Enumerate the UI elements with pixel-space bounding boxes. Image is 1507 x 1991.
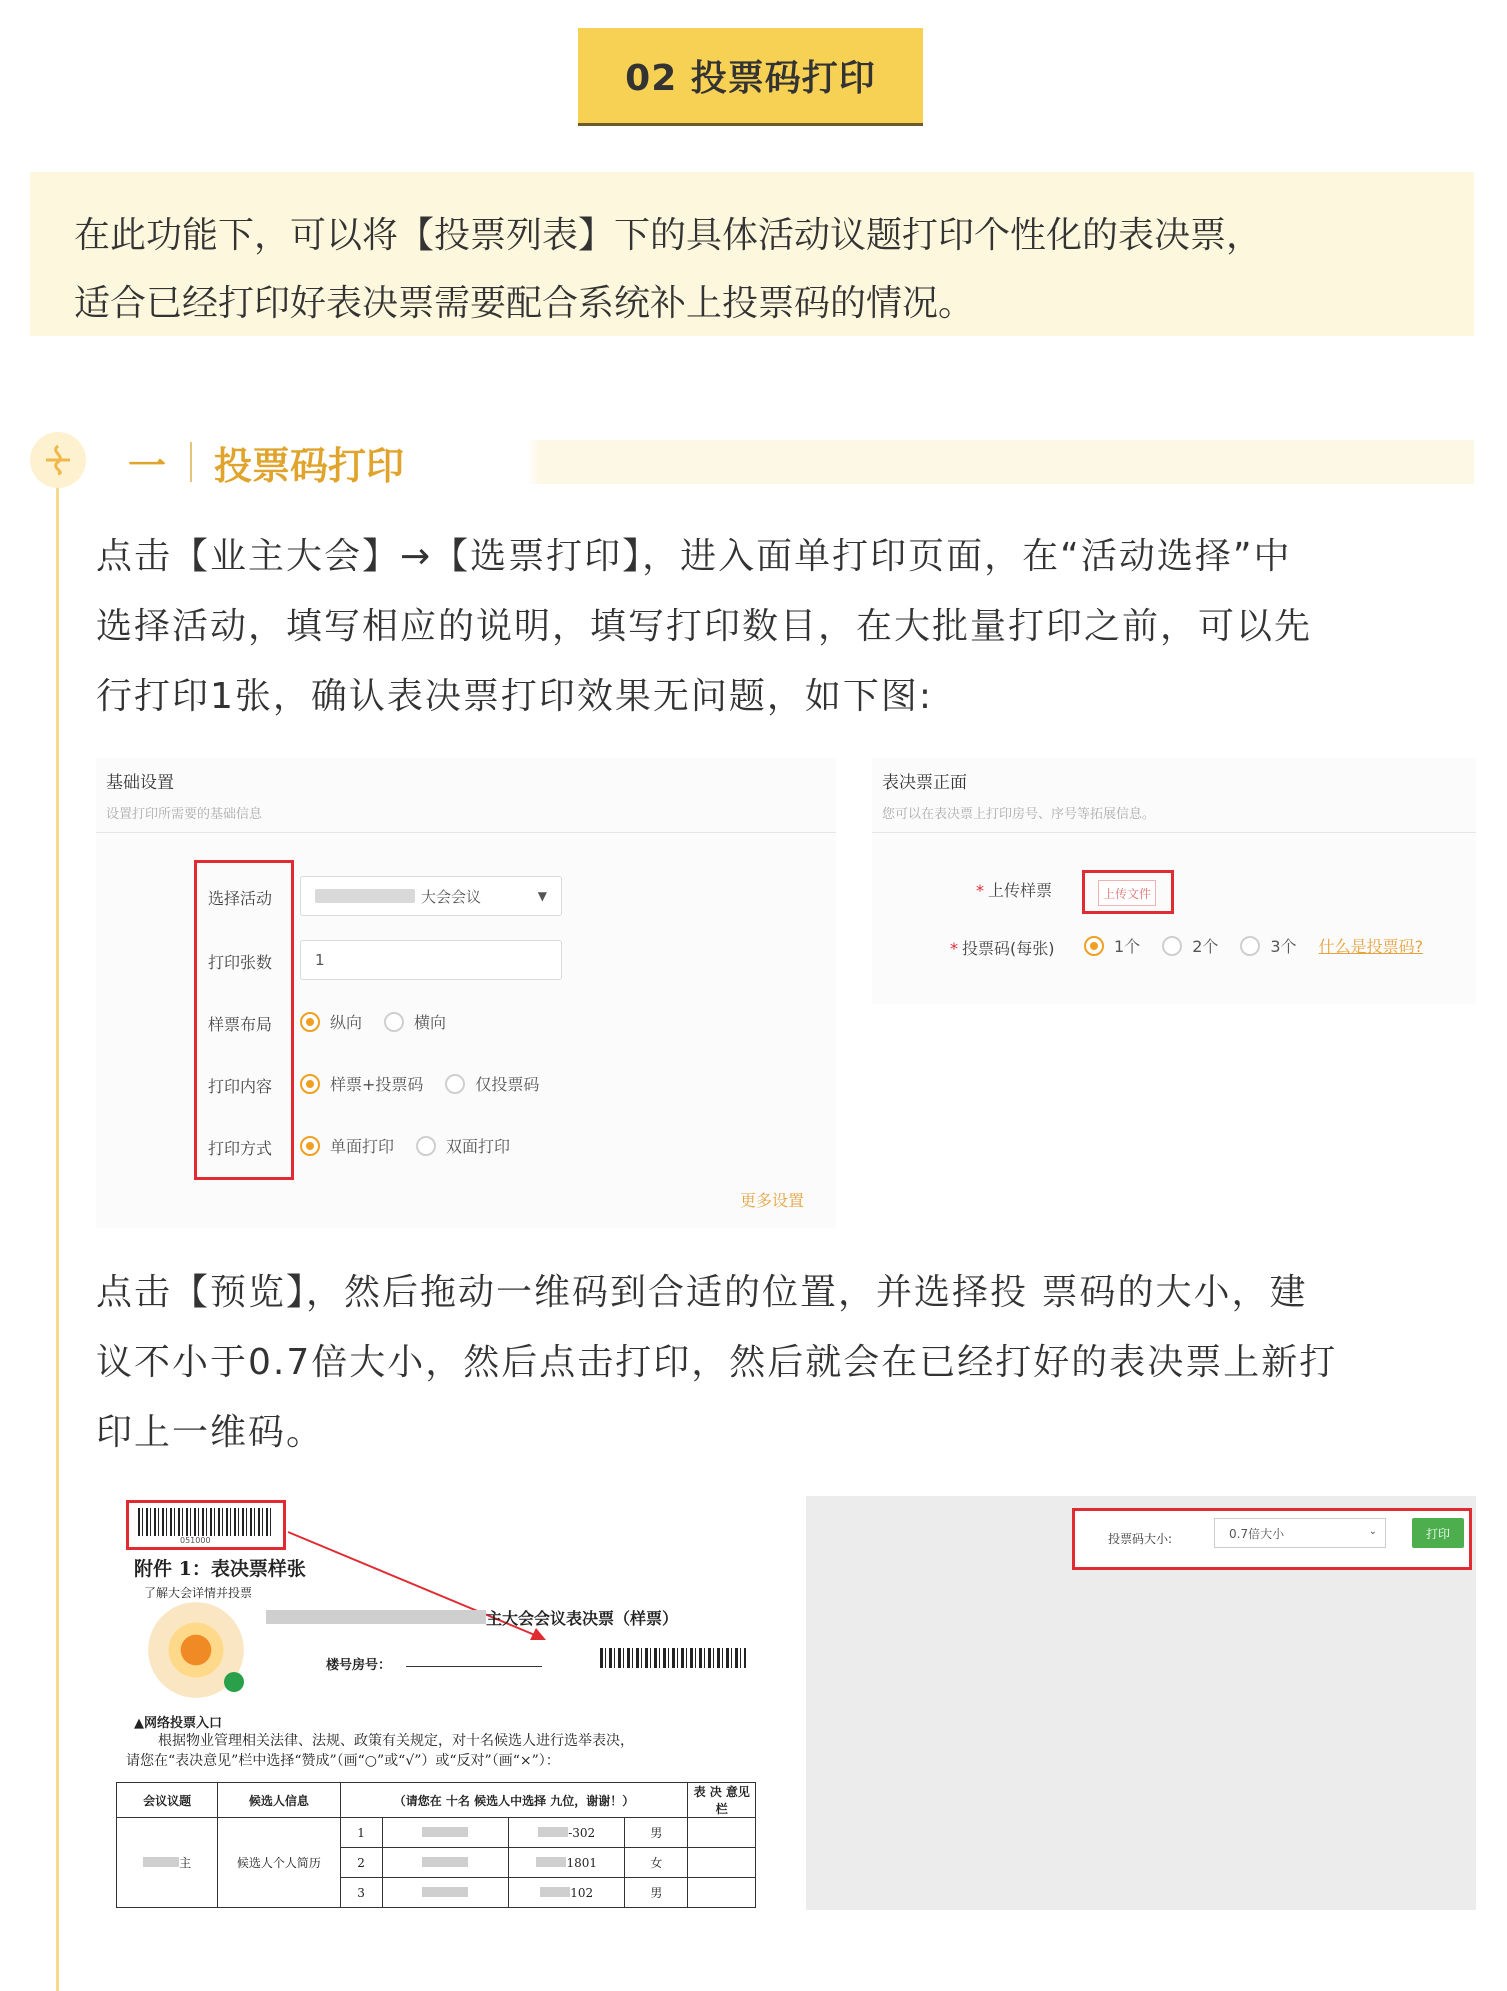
online-vote-entry: ▲网络投票入口 — [134, 1716, 222, 1731]
what-is-vote-code-link[interactable]: 什么是投票码? — [1318, 937, 1424, 956]
paragraph-line: 点击【预览】，然后拖动一维码到合适的位置，并选择投 票码的大小，建 — [96, 1272, 1308, 1313]
upload-file-button[interactable]: 上传文件 — [1098, 880, 1156, 906]
option-label: 样票+投票码 — [330, 1075, 424, 1094]
layout-radio-group — [300, 1010, 468, 1033]
row-number: 1 — [340, 1818, 382, 1848]
table-header: （请您在 十名 候选人中选择 九位，谢谢！） — [340, 1783, 688, 1818]
print-count-input[interactable]: 1 — [300, 940, 562, 980]
radio-unchecked-icon — [1240, 936, 1260, 956]
code-3-option[interactable] — [1240, 934, 1296, 957]
gender-cell: 女 — [625, 1848, 688, 1878]
section-divider — [190, 442, 192, 482]
option-label: 纵向 — [330, 1013, 363, 1032]
radio-unchecked-icon — [384, 1012, 404, 1032]
more-settings-link[interactable]: 更多设置 — [740, 1191, 805, 1210]
content-label: 打印内容 — [208, 1077, 273, 1096]
panel-subtitle: 您可以在表决票上打印房号、序号等拓展信息。 — [882, 807, 1156, 822]
basic-settings-panel — [96, 758, 836, 1228]
activity-select[interactable] — [300, 876, 562, 916]
vote-cell — [688, 1848, 756, 1878]
ballot-sample — [96, 1496, 806, 1910]
option-label: 仅投票码 — [475, 1075, 540, 1094]
redacted-cell — [382, 1818, 509, 1848]
chevron-down-icon: ⌄ — [1368, 1526, 1377, 1537]
code-size-value: 0.7倍大小 — [1229, 1526, 1285, 1541]
mode-label: 打印方式 — [208, 1139, 273, 1158]
panel-title: 基础设置 — [106, 773, 174, 793]
paragraph-2 — [96, 1258, 1476, 1468]
redacted-text — [315, 889, 415, 903]
paragraph-line: 印上一维码。 — [96, 1412, 325, 1453]
paragraph-1 — [96, 522, 1476, 732]
scan-note: 了解大会详情并投票 — [144, 1586, 253, 1600]
section-heading — [128, 436, 404, 488]
print-button[interactable]: 打印 — [1412, 1518, 1464, 1548]
code-1-option[interactable] — [1084, 934, 1140, 957]
room-cell: -302 — [509, 1818, 625, 1848]
gender-cell: 男 — [625, 1878, 688, 1908]
intro-box — [30, 172, 1474, 336]
panel-title: 表决票正面 — [882, 773, 967, 793]
code-2-option[interactable] — [1162, 934, 1218, 957]
layout-landscape-option[interactable] — [384, 1010, 446, 1033]
option-label: 3个 — [1270, 937, 1297, 956]
ballot-title: 主大会会议表决票（样票） — [266, 1606, 678, 1629]
attachment-title: 附件 1：表决票样张 — [134, 1558, 306, 1580]
barcode-number: 051000 — [180, 1536, 211, 1545]
rule-line: 请您在“表决意见”栏中选择“赞成”（画“○”或“√”）或“反对”（画“×”）： — [126, 1753, 560, 1769]
content-code-only-option[interactable] — [445, 1072, 539, 1095]
room-cell: 102 — [509, 1878, 625, 1908]
layout-portrait-option[interactable] — [300, 1010, 362, 1033]
intro-line: 适合已经打印好表决票需要配合系统补上投票码的情况。 — [74, 283, 975, 324]
chevron-down-icon: ▼ — [537, 889, 547, 903]
paragraph-line: 选择活动，填写相应的说明，填写打印数目，在大批量打印之前，可以先 — [96, 606, 1313, 647]
mode-double-option[interactable] — [416, 1134, 510, 1157]
radio-unchecked-icon — [445, 1074, 465, 1094]
settings-screenshot — [96, 758, 1476, 1228]
table-row — [117, 1818, 756, 1848]
radio-checked-icon — [300, 1012, 320, 1032]
redacted-cell — [382, 1878, 509, 1908]
panel-divider — [96, 832, 836, 833]
content-radio-group — [300, 1072, 561, 1095]
radio-checked-icon — [300, 1074, 320, 1094]
option-label: 横向 — [414, 1013, 447, 1032]
topic-cell: 主 — [117, 1818, 218, 1908]
section-title-badge: 02 投票码打印 — [578, 28, 923, 126]
table-header-row — [117, 1783, 756, 1818]
radio-checked-icon — [300, 1136, 320, 1156]
code-size-label: 投票码大小: — [1108, 1532, 1173, 1546]
row-number: 2 — [340, 1848, 382, 1878]
room-cell: 1801 — [509, 1848, 625, 1878]
barcode-placed-icon — [600, 1648, 746, 1668]
panel-subtitle: 设置打印所需要的基础信息 — [106, 807, 263, 822]
option-label: 2个 — [1192, 937, 1219, 956]
rule-line: 根据物业管理相关法律、法规、政策有关规定，对十名候选人进行选举表决， — [158, 1733, 634, 1749]
ballot-table — [116, 1782, 756, 1908]
row-number: 3 — [340, 1878, 382, 1908]
paragraph-line: 议不小于0.7倍大小，然后点击打印，然后就会在已经打好的表决票上新打 — [96, 1342, 1338, 1383]
panel-divider — [872, 832, 1476, 833]
wechat-icon — [224, 1672, 244, 1692]
activity-label: 选择活动 — [208, 889, 273, 908]
intro-line: 在此功能下，可以将【投票列表】下的具体活动议题打印个性化的表决票， — [74, 215, 1263, 256]
table-header: 会议议题 — [117, 1783, 218, 1818]
room-label: 楼号房号： — [326, 1658, 392, 1673]
option-label: 1个 — [1114, 937, 1141, 956]
vote-cell — [688, 1878, 756, 1908]
paragraph-line: 行打印1张，确认表决票打印效果无问题，如下图: — [96, 676, 934, 717]
count-label: 打印张数 — [208, 953, 273, 972]
ballot-front-panel — [872, 758, 1476, 1004]
vote-code-radio-group — [1084, 934, 1423, 957]
section-number: 一 — [128, 443, 167, 488]
timeline-line — [56, 440, 59, 1991]
paragraph-line: 点击【业主大会】→【选票打印】，进入面单打印页面，在“活动选择”中 — [96, 536, 1292, 577]
redacted-cell — [382, 1848, 509, 1878]
activity-value: 大会会议 — [421, 887, 482, 906]
code-size-select[interactable] — [1214, 1518, 1386, 1548]
table-header: 表 决 意见栏 — [688, 1783, 756, 1818]
radio-unchecked-icon — [416, 1136, 436, 1156]
gender-cell: 男 — [625, 1818, 688, 1848]
content-ballot-code-option[interactable] — [300, 1072, 423, 1095]
timeline-dot-icon — [30, 432, 86, 488]
layout-label: 样票布局 — [208, 1015, 273, 1034]
radio-unchecked-icon — [1162, 936, 1182, 956]
vote-code-label: * 投票码(每张) — [950, 939, 1055, 958]
mode-radio-group — [300, 1134, 532, 1157]
table-header: 候选人信息 — [218, 1783, 340, 1818]
option-label: 单面打印 — [330, 1137, 395, 1156]
mode-single-option[interactable] — [300, 1134, 394, 1157]
candidate-bio-cell: 候选人个人简历 — [218, 1818, 340, 1908]
vote-cell — [688, 1818, 756, 1848]
room-underline — [406, 1666, 542, 1667]
upload-sample-label: * 上传样票 — [976, 881, 1053, 900]
option-label: 双面打印 — [446, 1137, 511, 1156]
radio-checked-icon — [1084, 936, 1104, 956]
section-title: 投票码打印 — [214, 443, 405, 488]
